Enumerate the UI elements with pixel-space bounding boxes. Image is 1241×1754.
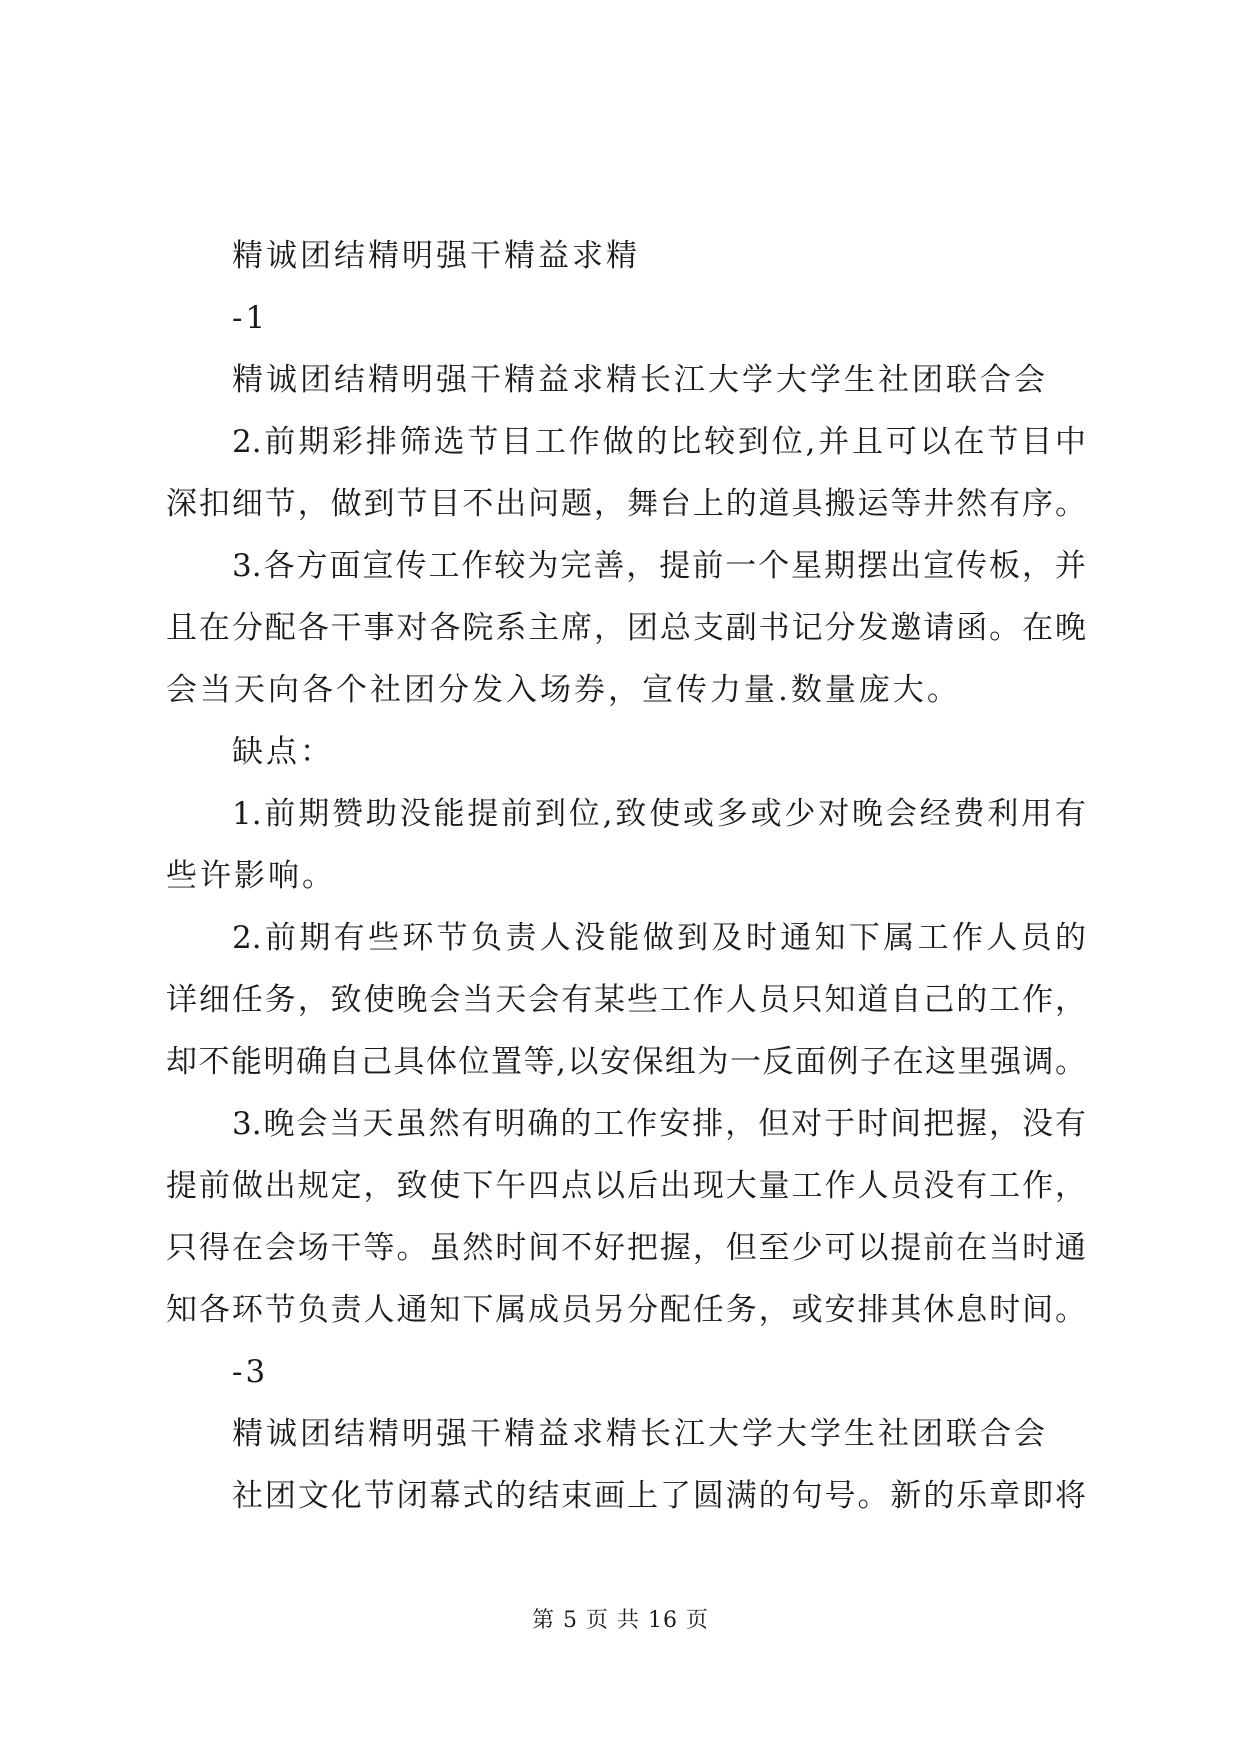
paragraph-line: 些许影响。: [166, 858, 336, 894]
paragraph-line: 知各环节负责人通知下属成员另分配任务，或安排其休息时间。: [166, 1292, 1086, 1328]
paragraph-line: 3.各方面宣传工作较为完善，提前一个星期摆出宣传板，并: [232, 548, 1086, 584]
section-heading: 缺点：: [232, 734, 334, 770]
paragraph-line: 2.前期有些环节负责人没能做到及时通知下属工作人员的: [232, 920, 1086, 956]
paragraph-line: 只得在会场干等。虽然时间不好把握，但至少可以提前在当时通: [166, 1230, 1086, 1266]
page-marker: -1: [232, 300, 269, 336]
header-line: 精诚团结精明强干精益求精长江大学大学生社团联合会: [232, 362, 1048, 398]
motto-line: 精诚团结精明强干精益求精: [232, 238, 640, 274]
paragraph-line: 且在分配各干事对各院系主席，团总支副书记分发邀请函。在晚: [166, 610, 1086, 646]
paragraph-line: 3.晚会当天虽然有明确的工作安排，但对于时间把握，没有: [232, 1106, 1086, 1142]
paragraph-line: 社团文化节闭幕式的结束画上了圆满的句号。新的乐章即将: [232, 1478, 1086, 1514]
paragraph-line: 1.前期赞助没能提前到位,致使或多或少对晚会经费利用有: [232, 796, 1086, 832]
paragraph-line: 却不能明确自己具体位置等,以安保组为一反面例子在这里强调。: [166, 1044, 1086, 1080]
header-line: 精诚团结精明强干精益求精长江大学大学生社团联合会: [232, 1416, 1048, 1452]
page-marker: -3: [232, 1354, 269, 1390]
paragraph-line: 2.前期彩排筛选节目工作做的比较到位,并且可以在节目中: [232, 424, 1086, 460]
paragraph-line: 提前做出规定，致使下午四点以后出现大量工作人员没有工作，: [166, 1168, 1086, 1204]
paragraph-line: 会当天向各个社团分发入场券，宣传力量.数量庞大。: [166, 672, 961, 708]
page-footer: 第 5 页 共 16 页: [532, 1608, 709, 1633]
paragraph-line: 深扣细节，做到节目不出问题，舞台上的道具搬运等井然有序。: [166, 486, 1086, 522]
paragraph-line: 详细任务，致使晚会当天会有某些工作人员只知道自己的工作，: [166, 982, 1086, 1018]
